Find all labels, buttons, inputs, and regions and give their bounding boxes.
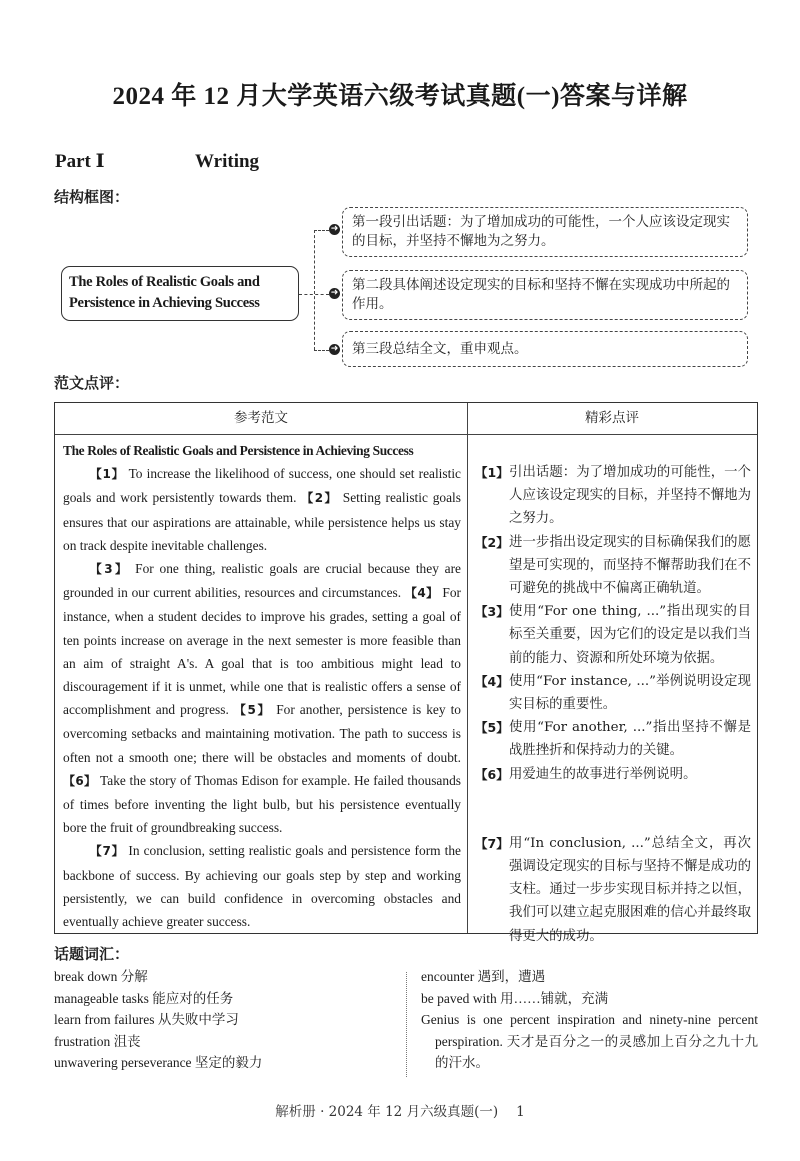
- essay-title: The Roles of Realistic Goals and Persistence in Achieving Success: [63, 443, 414, 458]
- essay-sentence: Setting realistic goals ensures that our aspirations are attainable, while persistence helps us stay on track despite inevitable challenges.: [63, 490, 461, 553]
- vocabulary-item: encounter 遇到，遭遇: [421, 969, 546, 984]
- paragraph-box-3: 第三段总结全文，重申观点。: [342, 331, 748, 367]
- comment-text: 使用“For instance, ...”举例说明设定现实目标的重要性。: [509, 673, 751, 713]
- connector-line: [314, 230, 329, 231]
- comment-marker: 【2】: [475, 534, 509, 550]
- vocabulary-label: 话题词汇：: [54, 945, 130, 963]
- essay-paragraph: [63, 462, 461, 557]
- arrow-right-icon: ➜: [330, 224, 339, 234]
- topic-box: The Roles of Realistic Goals and Persistence in Achieving Success: [61, 266, 299, 321]
- comment-item: [475, 461, 751, 531]
- essay-sentence: For another, persistence is key to overcoming setbacks and maintaining motivation. The path to success is often not a smooth one; there will be obstacles and moments of doubt.: [63, 702, 461, 765]
- connector-line: [314, 350, 329, 351]
- vocabulary-item: unwavering perseverance 坚定的毅力: [54, 1055, 263, 1071]
- paragraph-box-2: 第二段具体阐述设定现实的目标和坚持不懈在实现成功中所起的作用。: [342, 270, 748, 320]
- comment-text: 使用“For another, ...”指出坚持不懈是战胜挫折和保持动力的关键。: [509, 720, 751, 759]
- comment-marker: 【4】: [475, 673, 509, 689]
- column-header-comments: 精彩点评: [585, 410, 639, 426]
- comment-item: [475, 716, 751, 762]
- comment-item: [475, 832, 751, 948]
- sentence-marker: 【3】: [89, 562, 130, 577]
- page-title: 2024 年 12 月大学英语六级考试真题(一)答案与详解: [112, 83, 688, 110]
- review-label: 范文点评：: [54, 374, 130, 392]
- vocabulary-quote: Genius is one percent inspiration and ninety-nine percent perspiration. 天才是百分之一的灵感加上百分之九十九的汗水。: [421, 1012, 758, 1071]
- comments-column: [475, 461, 751, 948]
- comment-text: 进一步指出设定现实的目标确保我们的愿望是可实现的，而坚持不懈帮助我们在不可避免的挑战中不偏离正确轨道。: [509, 534, 751, 597]
- essay-sentence: For instance, when a student decides to improve his grades, setting a goal of ten points increase on average in the next semester is more feasible than an aim of straight A's. A goal that is too ambitious might lead to discouragement if it is unmet, while one that is realistic offers a sense of accomplishment and progress.: [63, 585, 462, 718]
- column-header-essay: 参考范文: [234, 410, 288, 426]
- connector-line: [314, 230, 315, 350]
- comment-text: 使用“For one thing, ...”指出现实的目标至关重要，因为它们的设定是以我们当前的能力、资源和所处环境为依据。: [509, 604, 751, 666]
- comment-text: 用“In conclusion, ...”总结全文，再次强调设定现实的目标与坚持不懈是成功的支柱。通过一步步实现目标并持之以恒，我们可以建立起克服困难的信心并最终取得更大的成功。: [509, 835, 751, 944]
- column-divider: [467, 403, 468, 933]
- comment-item: [475, 763, 751, 786]
- comment-marker: 【5】: [475, 720, 509, 736]
- comment-item: [475, 531, 751, 601]
- essay-paragraph: [63, 839, 461, 933]
- part-label: Part Ⅰ: [55, 151, 105, 172]
- essay-sentence: Take the story of Thomas Edison for example. He failed thousands of times before inventing the light bulb, but his persistence eventually bore the fruit of groundbreaking success.: [63, 772, 461, 836]
- essay-sentence: In conclusion, setting realistic goals and persistence form the backbone of success. By achieving our goals step by step and working persistently, we can build confidence in overcoming obstacles and eventually achieve greater success.: [63, 843, 461, 930]
- comment-item: [475, 600, 751, 670]
- comment-marker: 【6】: [475, 766, 509, 782]
- arrow-right-icon: ➜: [330, 288, 339, 298]
- essay-sentence: To increase the likelihood of success, one should set realistic goals and work persistently towards them.: [63, 466, 461, 506]
- vocabulary-list-right: [421, 966, 758, 1074]
- structure-label: 结构框图：: [54, 188, 130, 206]
- comment-text: 用爱迪生的故事进行举例说明。: [509, 766, 697, 782]
- vocabulary-item: frustration 沮丧: [54, 1033, 141, 1049]
- sample-essay: [63, 439, 461, 933]
- sentence-marker: 【5】: [233, 703, 272, 718]
- essay-paragraph: [63, 557, 461, 839]
- vocabulary-item: manageable tasks 能应对的任务: [54, 990, 234, 1006]
- header-divider: [55, 434, 757, 435]
- page-number: 1: [516, 1104, 525, 1120]
- comment-marker: 【3】: [475, 604, 509, 620]
- arrow-right-icon: ➜: [330, 344, 339, 354]
- comment-text: 引出话题：为了增加成功的可能性，一个人应该设定现实的目标，并坚持不懈地为之努力。: [509, 465, 751, 527]
- sentence-marker: 【6】: [63, 773, 97, 788]
- comment-item: [475, 670, 751, 716]
- vocabulary-item: be paved with 用……铺就，充满: [421, 990, 609, 1006]
- comment-marker: 【1】: [475, 465, 509, 480]
- essay-sentence: For one thing, realistic goals are crucial because they are grounded in our current abilities, resources and circumstances.: [63, 561, 461, 601]
- structure-diagram: [0, 0, 800, 400]
- review-table: [54, 402, 758, 944]
- sentence-marker: 【7】: [89, 844, 125, 859]
- vocabulary-list-left: [54, 966, 394, 1074]
- vocabulary-item: learn from failures 从失败中学习: [54, 1012, 239, 1028]
- footer-text: 解析册 · 2024 年 12 月六级真题(一): [275, 1104, 499, 1120]
- sentence-marker: 【2】: [301, 491, 338, 506]
- vocabulary-item: break down 分解: [54, 969, 148, 984]
- sentence-marker: 【4】: [404, 586, 439, 601]
- page-footer: [0, 1100, 800, 1120]
- comment-marker: 【7】: [475, 835, 509, 851]
- part-name: Writing: [195, 151, 260, 172]
- sentence-marker: 【1】: [89, 467, 125, 482]
- paragraph-box-1: 第一段引出话题：为了增加成功的可能性，一个人应该设定现实的目标，并坚持不懈地为之努力。: [342, 207, 748, 257]
- vocabulary-divider: [406, 972, 407, 1077]
